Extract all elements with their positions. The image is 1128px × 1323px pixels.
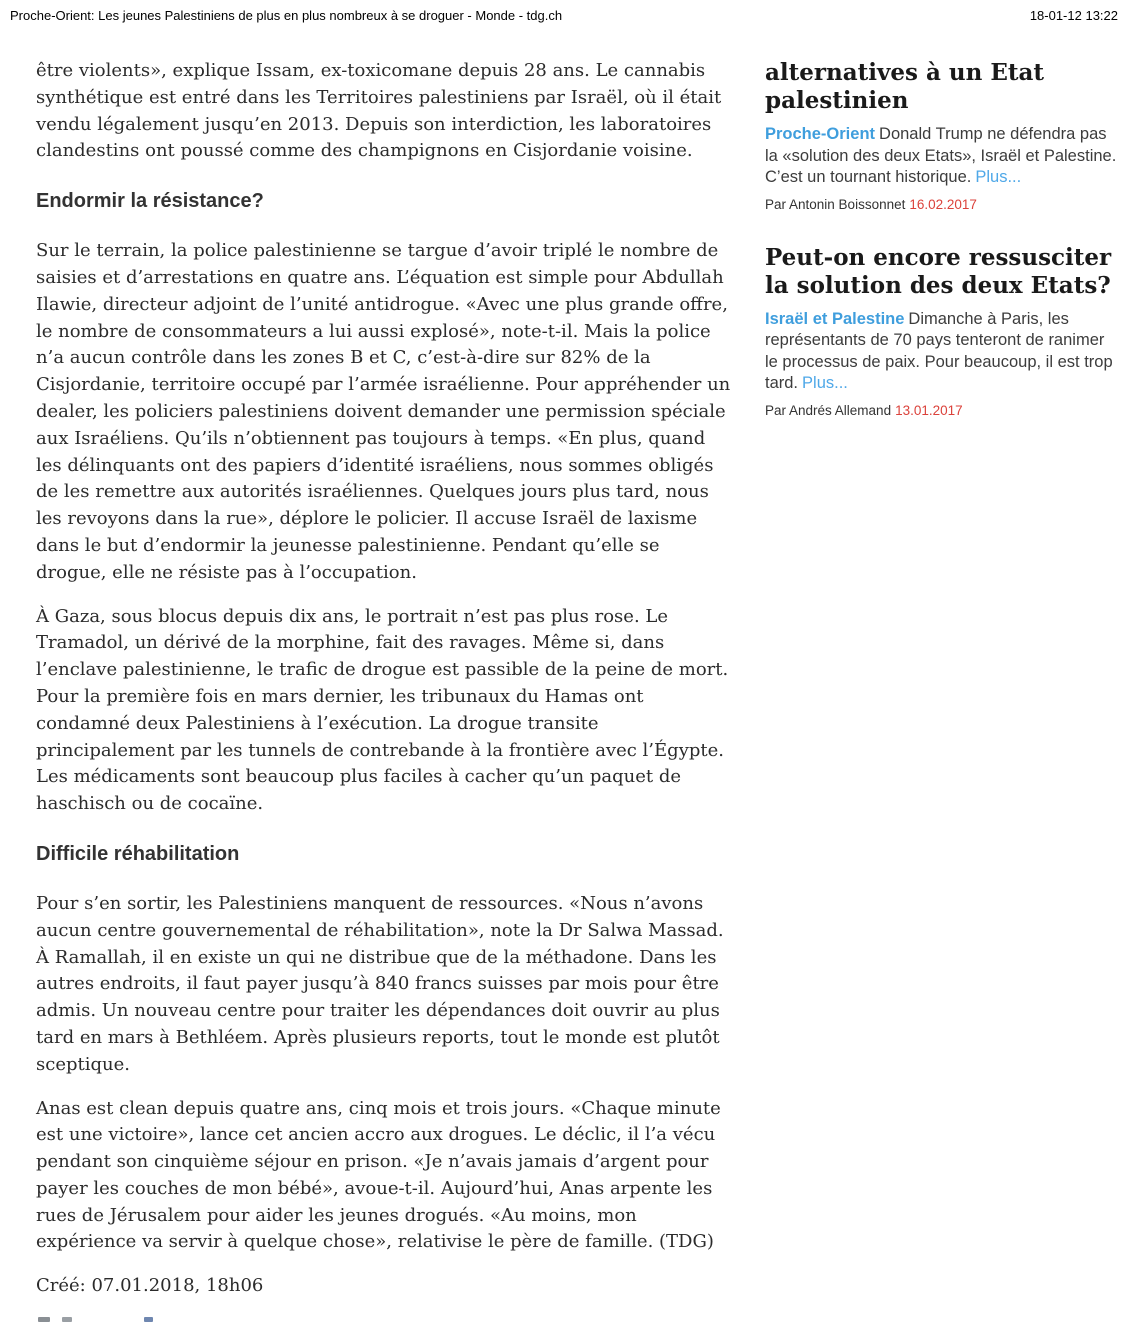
article-paragraph-3: À Gaza, sous blocus depuis dix ans, le portrait n’est pas plus rose. Le Tramadol, un dérivé de la morphine, fait des ravages. Même si, dans l’enclave palestinienne, le trafic de drogue est passible de la peine de mort. Pour la première fois en mars dernier, les tribunaux du Hamas ont condamné deux Palestiniens à l’exécution. La drogue transite principalement par les tunnels de contrebande à la frontière avec l’Égypte. Les médicaments sont beaucoup plus faciles à cacher qu’un paquet de haschisch ou de cocaïne.: [36, 605, 729, 815]
teaser-text: Donald Trump ne défendra pas la «solution des deux Etats», Israël et Palestine. C’est un tournant historique.: [765, 125, 1117, 186]
byline-author: Par Andrés Allemand: [765, 402, 892, 418]
related-article-teaser: [765, 124, 1120, 189]
teaser-text: Dimanche à Paris, les représentants de 70 pays tenteront de ranimer le processus de paix. Pour beaucoup, il est trop tard.: [765, 309, 1113, 392]
section-heading-rehabilitation: Difficile réhabilitation: [36, 842, 240, 865]
category-tag[interactable]: Proche-Orient: [765, 125, 876, 143]
article-paragraph-2: Sur le terrain, la police palestinienne se targue d’avoir triplé le nombre de saisies et d’arrestations en quatre ans. L’équation est simple pour Abdullah Ilawie, directeur adjoint de l’unité antidrogue. «Avec une plus grande offre, le nombre de consommateurs a lui aussi explosé», note-t-il. Mais la police n’a aucun contrôle dans les zones B et C, c’est-à-dire sur 82% de la Cisjordanie, territoire occupé par l’armée israélienne. Pour appréhender un dealer, les policiers palestiniens doivent demander une permission spéciale aux Israéliens. Qu’ils n’obtiennent pas toujours à temps. «En plus, quand les délinquants ont des papiers d’identité israéliens, nous sommes obligés de les remettre aux autorités israéliennes. Quelques jours plus tard, nous les revoyons dans la rue», déplore le policier. Il accuse Israël de laxisme dans le but d’endormir la jeunesse palestinienne. Pendant qu’elle se drogue, elle ne résiste pas à l’occupation.: [36, 240, 731, 583]
clipped-text-fragment: [38, 1317, 50, 1322]
clipped-text-fragment: [62, 1317, 72, 1322]
clipped-text-fragment: [144, 1317, 153, 1322]
byline-date: 16.02.2017: [909, 196, 977, 212]
related-article-title[interactable]: alternatives à un Etat palestinien: [765, 59, 1044, 114]
related-article-teaser: [765, 309, 1120, 395]
section-heading-endormir: Endormir la résistance?: [36, 190, 264, 213]
article-paragraph-4: Pour s’en sortir, les Palestiniens manquent de ressources. «Nous n’avons aucun centre gouvernemental de réhabilitation», note la Dr Salwa Massad. À Ramallah, il en existe un qui ne distribue que de la méthadone. Dans les autres endroits, il faut payer jusqu’à 840 francs suisses par mois pour être admis. Un nouveau centre pour traiter les dépendances doit ouvrir au plus tard en mars à Bethléem. Après plusieurs reports, tout le monde est plutôt sceptique.: [36, 892, 724, 1075]
related-article-byline: [765, 402, 1120, 419]
byline-date: 13.01.2017: [895, 402, 963, 418]
print-header: [0, 0, 1128, 23]
clipped-bottom-content: [36, 1317, 733, 1323]
related-article-item: [765, 244, 1120, 419]
created-timestamp: Créé: 07.01.2018, 18h06: [36, 1275, 264, 1297]
related-article-title[interactable]: Peut-on encore ressusciter la solution des deux Etats?: [765, 243, 1112, 299]
related-articles-sidebar: [765, 59, 1120, 419]
article-paragraph-1: être violents», explique Issam, ex-toxicomane depuis 28 ans. Le cannabis synthétique est entré dans les Territoires palestiniens par Israël, où il était vendu légalement jusqu’en 2013. Depuis son interdiction, les laboratoires clandestins ont poussé comme des champignons en Cisjordanie voisine.: [36, 60, 722, 162]
page-content: [0, 23, 1128, 1323]
print-header-timestamp: 18-01-12 13:22: [1029, 8, 1118, 23]
read-more-link[interactable]: Plus...: [802, 374, 848, 392]
print-header-title: Proche-Orient: Les jeunes Palestiniens de plus en plus nombreux à se droguer - Monde - tdg.ch: [10, 8, 563, 23]
byline-author: Par Antonin Boissonnet: [765, 196, 906, 212]
related-article-item: [765, 59, 1120, 213]
related-article-byline: [765, 196, 1120, 213]
article-paragraph-5: Anas est clean depuis quatre ans, cinq mois et trois jours. «Chaque minute est une victoire», lance cet ancien accro aux drogues. Le déclic, il l’a vécu pendant son cinquième séjour en prison. «Je n’avais jamais d’argent pour payer les couches de mon bébé», avoue-t-il. Aujourd’hui, Anas arpente les rues de Jérusalem pour aider les jeunes drogués. «Au moins, mon expérience va servir à quelque chose», relativise le père de famille. (TDG): [36, 1097, 721, 1253]
article-body: [36, 58, 733, 1323]
category-tag[interactable]: Israël et Palestine: [765, 309, 905, 328]
read-more-link[interactable]: Plus...: [975, 168, 1022, 186]
